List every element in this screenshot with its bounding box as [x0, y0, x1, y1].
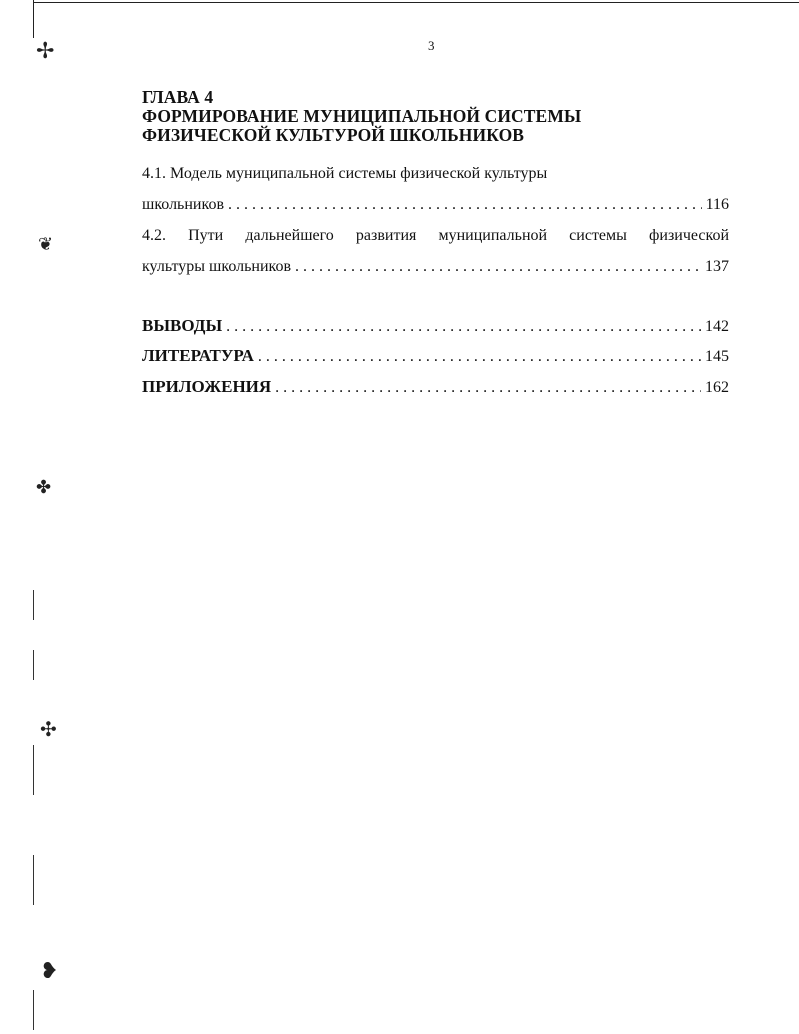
toc-entry-4-2-page: 137 [705, 258, 729, 275]
scan-edge-mark [33, 650, 34, 680]
toc-entry-4-2-text-cont: культуры школьников [142, 258, 292, 275]
binding-hole-mark: ❥ [40, 958, 59, 983]
toc-entry-appendices [142, 377, 729, 397]
toc-entry-4-1-text-cont: школьников [142, 196, 224, 213]
chapter-label: ГЛАВА 4 [142, 87, 214, 107]
page-number: 3 [428, 38, 435, 53]
leader-dots [295, 258, 701, 276]
toc-entry-conclusions [142, 316, 729, 336]
toc-literature-title: ЛИТЕРАТУРА [142, 346, 254, 365]
toc-entry-4-1-text: 4.1. Модель муниципальной системы физической культуры [142, 165, 548, 182]
leader-dots [258, 348, 701, 366]
binding-hole-mark: ✣ [40, 719, 57, 741]
toc-entry-4-2-line-2 [142, 258, 729, 276]
chapter-heading [142, 88, 581, 145]
toc-appendices-page: 162 [705, 379, 729, 396]
toc-literature-page: 145 [705, 348, 729, 365]
binding-hole-mark: ✢ [36, 38, 55, 63]
toc-conclusions-page: 142 [705, 318, 729, 335]
scan-edge-mark [33, 590, 34, 620]
toc-conclusions-title: ВЫВОДЫ [142, 316, 223, 335]
leader-dots [226, 318, 701, 336]
binding-hole-mark: ✤ [36, 477, 52, 497]
binding-hole-mark: ❦ [38, 234, 54, 254]
left-border-line [33, 0, 34, 38]
toc-entry-4-2-text: 4.2. Пути дальнейшего развития муниципальной системы физической [142, 227, 729, 244]
top-border-line [34, 2, 799, 3]
toc-appendices-title: ПРИЛОЖЕНИЯ [142, 377, 272, 396]
chapter-title-line-1: ФОРМИРОВАНИЕ МУНИЦИПАЛЬНОЙ СИСТЕМЫ [142, 106, 582, 126]
toc-entry-4-1-line-1 [142, 165, 729, 183]
scan-edge-mark [33, 990, 34, 1030]
scan-edge-mark [33, 745, 34, 795]
scan-edge-mark [33, 855, 34, 905]
toc-entry-4-1-line-2 [142, 196, 729, 214]
leader-dots [228, 196, 702, 214]
toc-entry-4-2-line-1 [142, 227, 729, 245]
toc-entry-4-1-page: 116 [705, 196, 729, 213]
leader-dots [275, 379, 701, 397]
toc-entry-literature [142, 346, 729, 366]
chapter-title-line-2: ФИЗИЧЕСКОЙ КУЛЬТУРОЙ ШКОЛЬНИКОВ [142, 125, 525, 145]
